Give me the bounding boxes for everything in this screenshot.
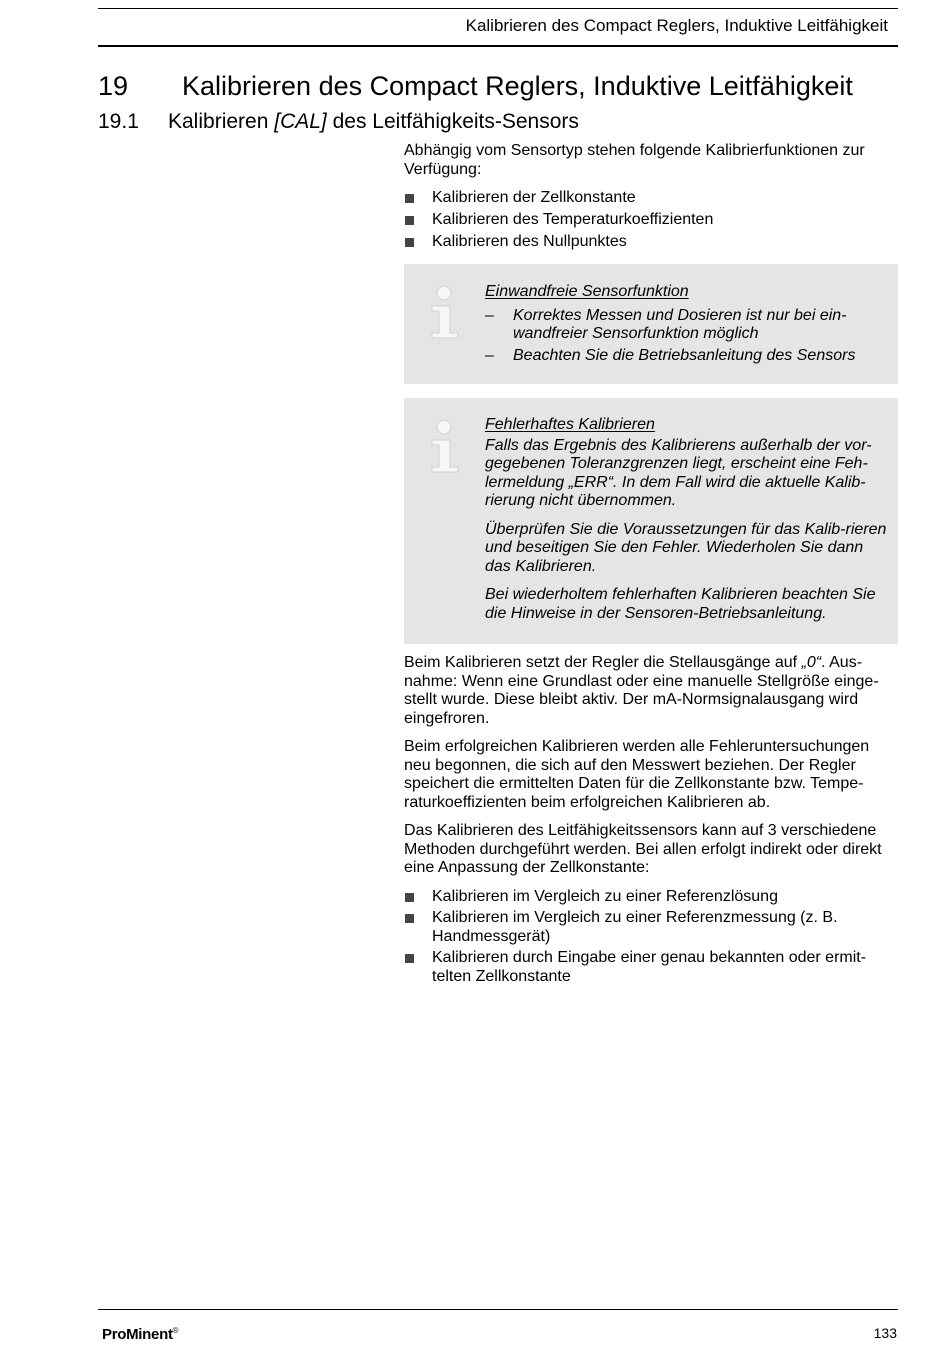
- list-item: Kalibrieren der Zellkonstante: [404, 189, 898, 208]
- chapter-title: Kalibrieren des Compact Reglers, Induktive Leitfähigkeit: [182, 71, 853, 101]
- calibration-function-list: [404, 189, 898, 252]
- prominent-logo: ProMinent®: [102, 1326, 179, 1343]
- section-title-end: des Leitfähigkeits-Sensors: [326, 110, 579, 133]
- list-item: Kalibrieren durch Eingabe einer genau bekannten oder ermit-telten Zellkonstante: [404, 949, 898, 986]
- bullet-square-icon: [405, 238, 414, 247]
- header-top-rule: [98, 8, 898, 9]
- running-header: Kalibrieren des Compact Reglers, Induktive Leitfähigkeit: [465, 16, 888, 35]
- intro-text: Abhängig vom Sensortyp stehen folgende Kalibrierfunktionen zur Verfügung:: [404, 142, 865, 178]
- section-number: 19.1: [98, 110, 139, 133]
- info-box-body: [485, 416, 888, 623]
- calibration-methods-list: [404, 888, 898, 987]
- info-box-title: Einwandfreie Sensorfunktion: [485, 283, 689, 300]
- chapter-heading: [98, 69, 853, 103]
- info-icon: [428, 418, 462, 474]
- chapter-number: 19: [98, 71, 129, 101]
- info-box-body: [485, 283, 888, 365]
- info-box-sensor-function: [404, 264, 898, 384]
- bullet-square-icon: [405, 194, 414, 203]
- info-paragraph: Überprüfen Sie die Voraussetzungen für das Kalib-rieren und beseitigen Sie den Fehler. Wiederholen Sie dann das Kalibrieren.: [485, 520, 887, 575]
- value-zero: „0“: [801, 654, 822, 671]
- list-item: Kalibrieren des Nullpunktes: [404, 233, 898, 252]
- bullet-square-icon: [405, 954, 414, 963]
- section-heading: [98, 108, 579, 136]
- paragraph-error-reset: Beim erfolgreichen Kalibrieren werden alle Fehleruntersuchungen neu begonnen, die sich auf den Messwert beziehen. Der Regler speichert die ermittelten Daten für die Zellkonstante bzw. Tempe-raturkoeffizienten beim erfolgreichen Kalibrieren ab.: [404, 738, 870, 811]
- list-item: Kalibrieren des Temperaturkoeffizienten: [404, 211, 898, 230]
- bullet-square-icon: [405, 914, 414, 923]
- list-item: – Korrektes Messen und Dosieren ist nur bei ein-wandfreier Sensorfunktion möglich: [485, 306, 847, 342]
- info-box-list: [485, 307, 888, 366]
- paragraph-methods-intro: Das Kalibrieren des Leitfähigkeitssensors kann auf 3 verschiedene Methoden durchgeführt werden. Bei allen erfolgt indirekt oder direkt eine Anpassung der Zellkonstante:: [404, 822, 882, 876]
- main-text-block: [404, 654, 898, 986]
- page-number: 133: [873, 1325, 897, 1341]
- intro-block: [404, 142, 898, 252]
- info-paragraph: Bei wiederholtem fehlerhaften Kalibrieren beachten Sie die Hinweise in der Sensoren-Betriebsanleitung.: [485, 586, 876, 622]
- info-box-faulty-calibration: [404, 398, 898, 644]
- list-item: – Beachten Sie die Betriebsanleitung des Sensors: [485, 346, 856, 364]
- section-title-start: Kalibrieren: [168, 110, 275, 133]
- header-bottom-rule: [98, 45, 898, 47]
- paragraph-outputs: Beim Kalibrieren setzt der Regler die Stellausgänge auf „0“. Aus-nahme: Wenn eine Grundlast oder eine manuelle Stellgröße einge-stellt wurde. Diese bleibt aktiv. Der mA-Normsignalausgang wird eingefroren.: [404, 654, 879, 727]
- bullet-square-icon: [405, 216, 414, 225]
- list-item: Kalibrieren im Vergleich zu einer Referenzmessung (z. B. Handmessgerät): [404, 909, 898, 946]
- footer-rule: [98, 1309, 898, 1310]
- info-paragraph: Falls das Ergebnis des Kalibrierens außerhalb der vor-gegebenen Toleranzgrenzen liegt, erscheint eine Feh-lermeldung „ERR“. In dem Fall wird die aktuelle Kalib-rierung nicht übernommen.: [485, 436, 872, 509]
- section-title-code: [CAL]: [274, 110, 327, 133]
- info-box-title: Fehlerhaftes Kalibrieren: [485, 416, 655, 433]
- info-icon: [428, 284, 462, 340]
- list-item: Kalibrieren im Vergleich zu einer Referenzlösung: [404, 888, 898, 907]
- bullet-square-icon: [405, 893, 414, 902]
